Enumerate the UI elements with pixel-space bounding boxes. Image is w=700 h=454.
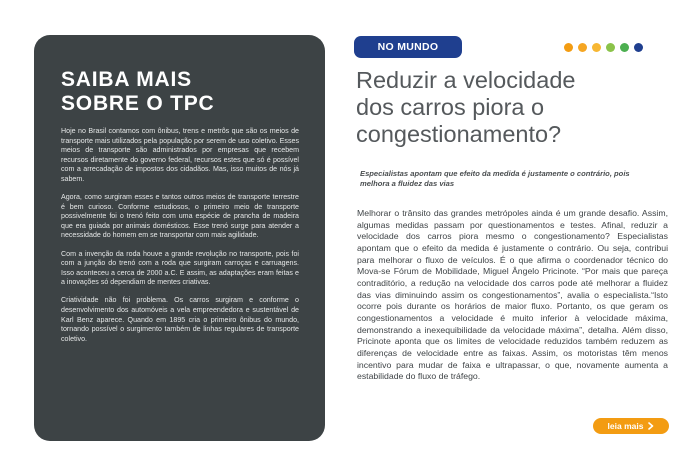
decor-dot <box>564 43 573 52</box>
read-more-label: leia mais <box>607 421 644 431</box>
article-subtitle: Especialistas apontam que efeito da medida é justamente o contrário, pois melhora a fluidez das vias <box>360 169 630 188</box>
decorative-dots <box>564 43 643 52</box>
sidebar-paragraph: Hoje no Brasil contamos com ônibus, trens e metrôs que são os meios de transporte mais utilizados pela população por serem de uso coletivo. Esses meios de transporte são administrados por empresas que recebem recursos diretamente do governo federal, recursos estes que só é possível com a arrecadação de impostos dos cidadãos. Mas, isso muitos de nós já sabem. <box>61 127 299 183</box>
sidebar-title-line2: SOBRE O TPC <box>61 92 215 115</box>
article-headline <box>356 67 676 148</box>
headline-line2: dos carros piora o <box>356 94 545 120</box>
decor-dot <box>634 43 643 52</box>
sidebar-paragraph: Com a invenção da roda houve a grande revolução no transporte, pois foi com a junção do trenó com a roda que surgiram carroças e carruagens. Isso aconteceu a cerca de 2000 a.C. E assim, as adaptações eram feitas e a inovações só dependiam de mentes criativas. <box>61 249 299 287</box>
decor-dot <box>606 43 615 52</box>
chevron-right-icon <box>648 422 654 430</box>
decor-dot <box>578 43 587 52</box>
sidebar-paragraph: Agora, como surgiram esses e tantos outros meios de transporte terrestre é bem curioso. Conforme estudiosos, o primeiro meio de transporte possivelmente foi o trenó feito com uma espécie de prancha de madeira que era guiada por animais domésticos. Esse trenó surge para atender a necessidade do homem em se transportar com mais agilidade. <box>61 193 299 240</box>
decor-dot <box>620 43 629 52</box>
read-more-button[interactable] <box>593 418 669 434</box>
article-body: Melhorar o trânsito das grandes metrópoles ainda é um grande desafio. Assim, algumas medidas passam por questionamentos e testes. Afinal, reduzir a velocidade dos carros piora mesmo o congestionamento? Especialistas apontam que o efeito da medida é justamente o contrário. Ou seja, contribui para melhorar o fluxo de veículos. É o que afirma o coordenador técnico do Mova-se Fórum de Mobilidade, Miguel Ângelo Pricinote. “Por mais que pareça contraditório, a redução na velocidade dos carros pode até melhorar a fluidez das vias diminuindo assim os congestionamentos”, avalia o especialista.“Isto ocorre pois durante os horários de maior fluxo. Portanto, os que geram os congestionamentos a velocidade é muito inferior à velocidade máxima, demonstrando a inexequibilidade da velocidade máxima”, detalha. Além disso, Pricinote aponta que os limites de velocidade reduzidos também reduzem as diferenças de velocidade entre as faixas. Assim, os motoristas têm menos incentivo para mudar de faixa e ultrapassar, o que, novamente aumenta a estabilidade do fluxo de tráfego. <box>357 208 668 382</box>
decor-dot <box>592 43 601 52</box>
section-tag: NO MUNDO <box>354 36 462 58</box>
info-sidebar <box>34 35 325 441</box>
sidebar-paragraph: Criatividade não foi problema. Os carros surgiram e conforme o desenvolvimento dos automóveis a vela empreendedora e sustentável de Karl Benz aparece. Quando em 1895 cria o primeiro ônibus do mundo, tornando possível o surgimento também de linhas regulares de transporte coletivo. <box>61 296 299 343</box>
sidebar-title <box>61 68 299 116</box>
headline-line1: Reduzir a velocidade <box>356 67 576 93</box>
headline-line3: congestionamento? <box>356 121 562 147</box>
sidebar-title-line1: SAIBA MAIS <box>61 68 192 91</box>
